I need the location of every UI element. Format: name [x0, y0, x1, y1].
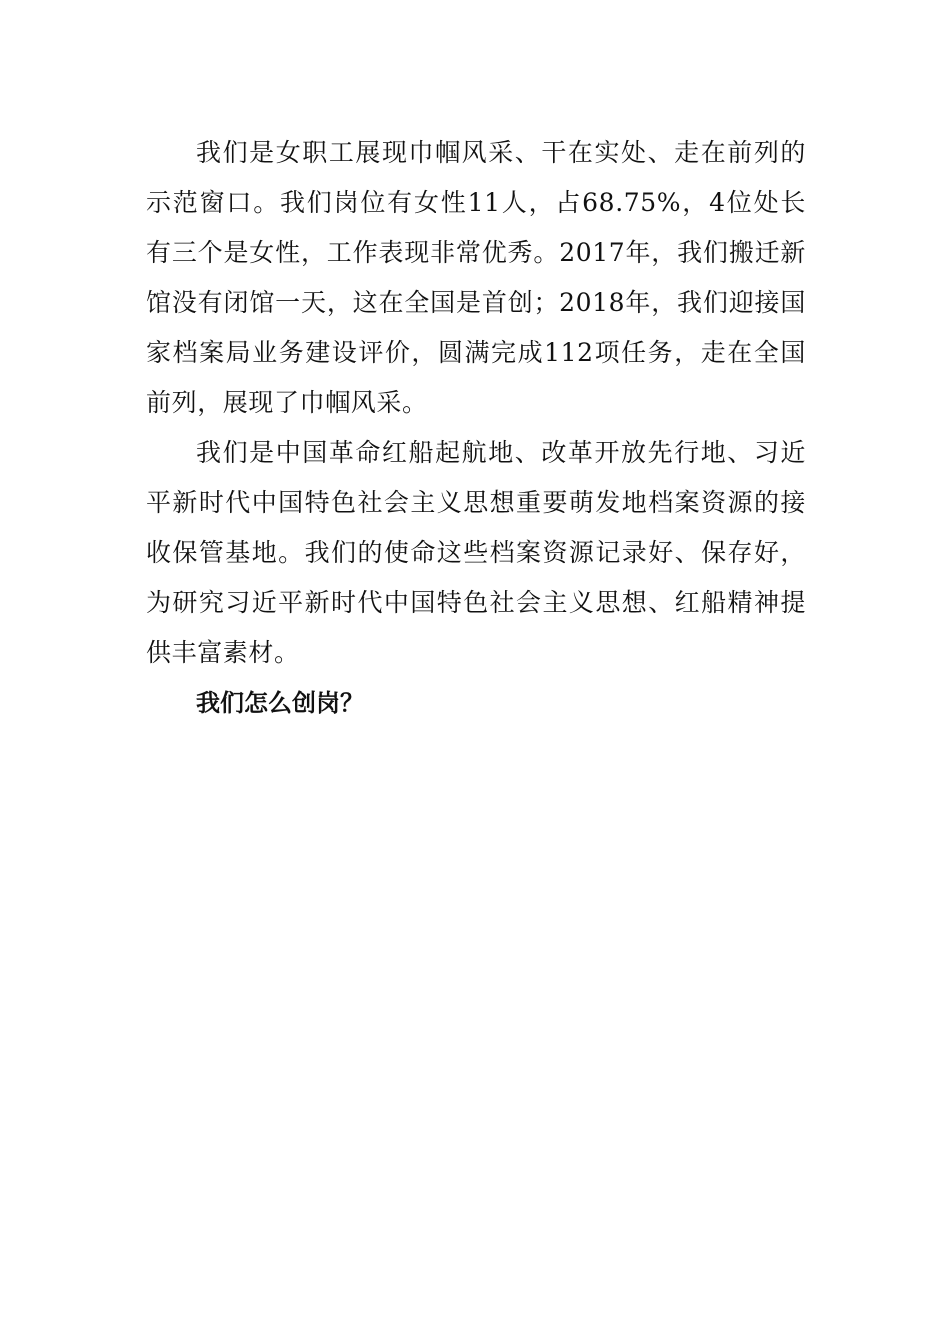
section-heading: 我们怎么创岗？ [196, 689, 364, 717]
document-body [146, 128, 806, 728]
paragraph-women-workers: 我们是女职工展现巾帼风采、干在实处、走在前列的示范窗口。我们岗位有女性11人，占68.75%，4位处长有三个是女性，工作表现非常优秀。2017年，我们搬迁新馆没有闭馆一天，这在全国是首创；2018年，我们迎接国家档案局业务建设评价，圆满完成112项任务，走在全国前列，展现了巾帼风采。 [146, 138, 806, 417]
paragraph-archive-mission: 我们是中国革命红船起航地、改革开放先行地、习近平新时代中国特色社会主义思想重要萌发地档案资源的接收保管基地。我们的使命这些档案资源记录好、保存好，为研究习近平新时代中国特色社会主义思想、红船精神提供丰富素材。 [146, 438, 806, 667]
